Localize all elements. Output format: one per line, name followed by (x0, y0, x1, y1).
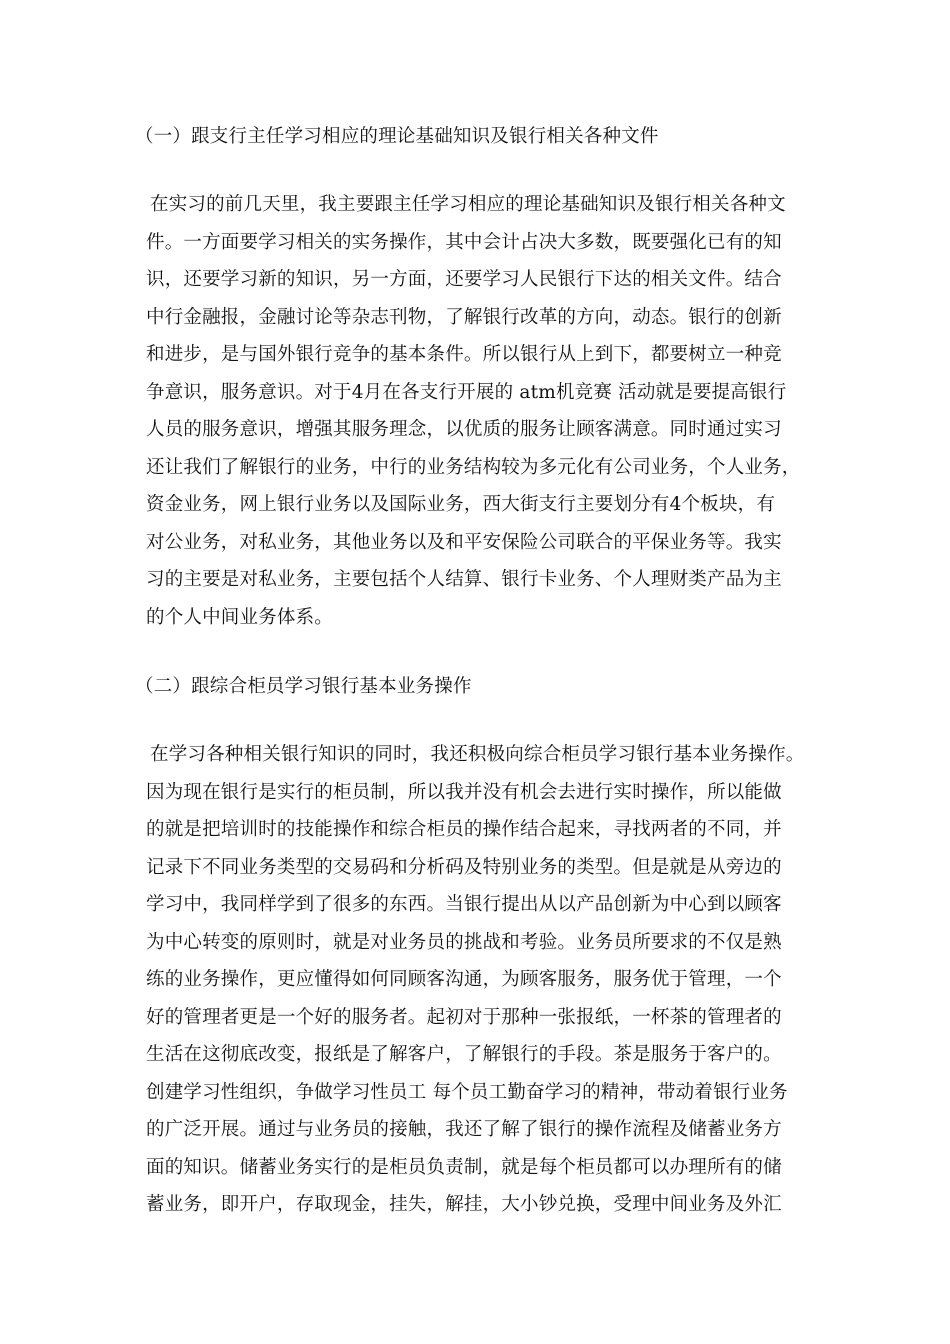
paragraph-line: 好的管理者更是一个好的服务者。起初对于那种一张报纸，一杯茶的管理者的 (146, 1007, 782, 1028)
paragraph-line: 的就是把培训时的技能操作和综合柜员的操作结合起来，寻找两者的不同，并 (146, 819, 782, 840)
section-heading-1: （一）跟支行主任学习相应的理论基础知识及银行相关各种文件 (135, 126, 659, 147)
paragraph-line: 生活在这彻底改变，报纸是了解客户，了解银行的手段。茶是服务于客户的。 (146, 1044, 782, 1065)
paragraph-line: 的广泛开展。通过与业务员的接触，我还了解了银行的操作流程及储蓄业务方 (146, 1119, 782, 1140)
paragraph-line: 件。一方面要学习相关的实务操作，其中会计占决大多数，既要强化已有的知 (146, 232, 782, 253)
paragraph-line: 中行金融报，金融讨论等杂志刊物，了解银行改革的方向，动态。银行的创新 (146, 307, 782, 328)
paragraph-line: 学习中，我同样学到了很多的东西。当银行提出从以产品创新为中心到以顾客 (146, 894, 782, 915)
paragraph-line: 练的业务操作，更应懂得如何同顾客沟通，为顾客服务，服务优于管理，一个 (146, 969, 782, 990)
paragraph-line: 对公业务，对私业务，其他业务以及和平安保险公司联合的平保业务等。我实 (146, 532, 782, 553)
paragraph-line: 争意识，服务意识。对于4月在各支行开展的 atm机竞赛 活动就是要提高银行 (146, 382, 787, 403)
paragraph-line: 识，还要学习新的知识，另一方面，还要学习人民银行下达的相关文件。结合 (146, 269, 782, 290)
paragraph-line: 在学习各种相关银行知识的同时，我还积极向综合柜员学习银行基本业务操作。 (150, 744, 805, 765)
paragraph-line: 人员的服务意识，增强其服务理念，以优质的服务让顾客满意。同时通过实习 (146, 419, 782, 440)
section-heading-2: （二）跟综合柜员学习银行基本业务操作 (135, 676, 472, 697)
paragraph-line: 面的知识。储蓄业务实行的是柜员负责制，就是每个柜员都可以办理所有的储 (146, 1157, 782, 1178)
paragraph-line: 为中心转变的原则时，就是对业务员的挑战和考验。业务员所要求的不仅是熟 (146, 932, 782, 953)
paragraph-line: 习的主要是对私业务，主要包括个人结算、银行卡业务、个人理财类产品为主 (146, 569, 782, 590)
paragraph-line: 的个人中间业务体系。 (146, 607, 334, 628)
paragraph-line: 记录下不同业务类型的交易码和分析码及特别业务的类型。但是就是从旁边的 (146, 857, 782, 878)
paragraph-line: 还让我们了解银行的业务，中行的业务结构较为多元化有公司业务，个人业务， (146, 457, 801, 478)
paragraph-line: 创建学习性组织，争做学习性员工 每个员工勤奋学习的精神，带动着银行业务 (146, 1082, 788, 1103)
paragraph-line: 资金业务，网上银行业务以及国际业务，西大街支行主要划分有4个板块，有 (146, 494, 776, 515)
paragraph-line: 蓄业务，即开户，存取现金，挂失，解挂，大小钞兑换，受理中间业务及外汇 (146, 1194, 782, 1215)
paragraph-line: 和进步，是与国外银行竞争的基本条件。所以银行从上到下，都要树立一种竞 (146, 344, 782, 365)
paragraph-line: 在实习的前几天里，我主要跟主任学习相应的理论基础知识及银行相关各种文 (150, 194, 786, 215)
paragraph-line: 因为现在银行是实行的柜员制，所以我并没有机会去进行实时操作，所以能做 (146, 782, 782, 803)
